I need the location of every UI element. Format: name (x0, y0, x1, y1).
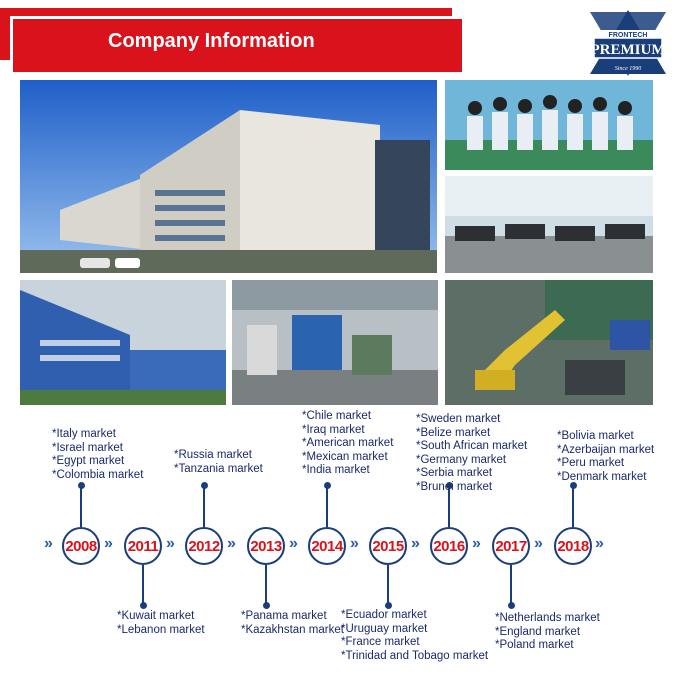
year-label: 2015 (372, 537, 404, 555)
market-item: *Belize market (416, 426, 491, 439)
logo-since-text: Since 1990 (614, 66, 642, 72)
market-list-2008 (52, 428, 143, 482)
market-list-2014 (302, 410, 393, 478)
connector-line (142, 565, 144, 605)
year-label: 2018 (557, 537, 589, 555)
robot-arm-photo (445, 280, 653, 405)
connector-line (326, 485, 328, 527)
factory-exterior-photo (20, 280, 226, 405)
chevron-right-icon: » (44, 535, 53, 552)
market-item: *Ecuador market (341, 609, 427, 621)
chevron-right-icon: » (104, 535, 113, 552)
market-item: *Sweden market (416, 413, 501, 425)
market-item: *Kuwait market (117, 610, 195, 622)
market-item: *Egypt market (52, 455, 125, 467)
year-2016 (430, 527, 468, 565)
market-item: *Azerbaijan market (557, 443, 655, 456)
chevron-right-icon: » (534, 535, 543, 552)
market-item: *Serbia market (416, 467, 493, 479)
page-title: Company Information (108, 30, 315, 52)
logo-main-text: PREMIUM (590, 42, 666, 58)
market-item: *France market (341, 636, 420, 648)
premium-logo (588, 8, 668, 78)
market-list-2016 (416, 413, 527, 494)
year-label: 2011 (127, 537, 159, 555)
market-item: *Italy market (52, 428, 116, 440)
market-item: *Israel market (52, 441, 123, 454)
connector-line (80, 485, 82, 527)
chevron-right-icon: » (595, 535, 604, 552)
market-item: *Netherlands market (495, 612, 600, 624)
market-item: *American market (302, 437, 394, 449)
chevron-right-icon: » (472, 535, 481, 552)
team-photo (445, 80, 653, 170)
year-2014 (308, 527, 346, 565)
year-label: 2017 (495, 537, 527, 555)
market-item: *Kazakhstan market (241, 623, 344, 636)
market-item: *South African market (416, 440, 528, 452)
year-2018 (554, 527, 592, 565)
connector-line (387, 565, 389, 605)
year-label: 2013 (250, 537, 282, 555)
connector-dot (201, 482, 208, 489)
market-item: *England market (495, 625, 581, 638)
production-line-photo (232, 280, 438, 405)
connector-dot (508, 602, 515, 609)
chevron-right-icon: » (411, 535, 420, 552)
connector-dot (324, 482, 331, 489)
year-2015 (369, 527, 407, 565)
office-photo (445, 176, 653, 273)
building-photo (20, 80, 437, 273)
market-list-2018 (557, 430, 654, 484)
year-2017 (492, 527, 530, 565)
market-item: *Poland market (495, 639, 574, 651)
year-2012 (185, 527, 223, 565)
year-label: 2014 (311, 537, 343, 555)
chevron-right-icon: » (350, 535, 359, 552)
market-list-2011 (117, 610, 205, 637)
market-item: *India market (302, 464, 370, 476)
year-2013 (247, 527, 285, 565)
market-item: *Peru market (557, 457, 625, 469)
market-item: *Denmark market (557, 470, 647, 483)
market-list-2012 (174, 449, 263, 476)
year-2011 (124, 527, 162, 565)
connector-dot (263, 602, 270, 609)
market-item: *Bolivia market (557, 430, 634, 442)
market-item: *Brunei market (416, 480, 493, 493)
market-list-2013 (241, 610, 344, 637)
market-item: *Tanzania market (174, 462, 263, 475)
connector-line (265, 565, 267, 605)
connector-dot (385, 602, 392, 609)
chevron-right-icon: » (289, 535, 298, 552)
connector-dot (78, 482, 85, 489)
market-item: *Iraq market (302, 423, 365, 436)
market-item: *Lebanon market (117, 623, 205, 636)
market-list-2015 (341, 609, 488, 663)
logo-top-text: FRONTECH (608, 32, 648, 39)
year-label: 2008 (65, 537, 97, 555)
market-item: *Trinidad and Tobago market (341, 649, 489, 662)
market-item: *Chile market (302, 410, 372, 422)
market-item: *Panama market (241, 610, 327, 622)
market-item: *Mexican market (302, 450, 388, 463)
connector-line (203, 485, 205, 527)
market-item: *Germany market (416, 453, 507, 466)
market-item: *Russia market (174, 449, 252, 461)
year-label: 2016 (433, 537, 465, 555)
market-item: *Colombia market (52, 468, 144, 481)
connector-line (572, 485, 574, 527)
market-list-2017 (495, 612, 600, 653)
connector-line (510, 565, 512, 605)
market-item: *Uruguay market (341, 622, 428, 635)
connector-dot (140, 602, 147, 609)
year-label: 2012 (188, 537, 220, 555)
chevron-right-icon: » (166, 535, 175, 552)
year-2008 (62, 527, 100, 565)
chevron-right-icon: » (227, 535, 236, 552)
